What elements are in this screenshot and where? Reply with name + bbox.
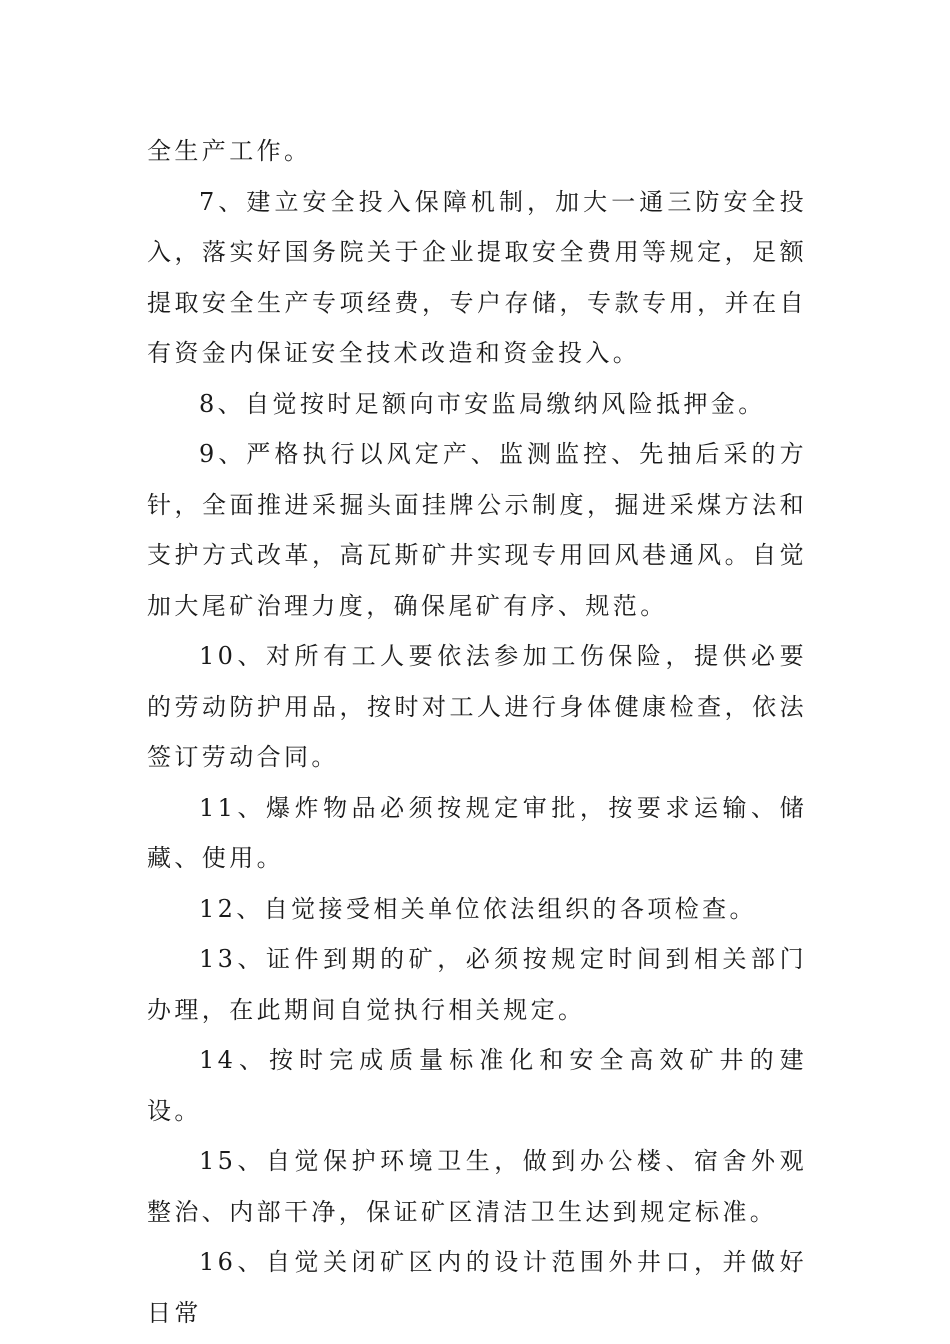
paragraph-10: 15、自觉保护环境卫生，做到办公楼、宿舍外观整治、内部干净，保证矿区清洁卫生达到规定标准。 [147,1147,807,1226]
paragraph-9: 14、按时完成质量标准化和安全高效矿井的建设。 [147,1046,807,1125]
paragraph-1: 全生产工作。 [147,137,312,165]
document-body [147,126,807,1338]
paragraph-11: 16、自觉关闭矿区内的设计范围外井口，并做好日常 [147,1248,807,1327]
paragraph-8: 13、证件到期的矿，必须按规定时间到相关部门办理，在此期间自觉执行相关规定。 [147,945,807,1024]
paragraph-4: 9、严格执行以风定产、监测监控、先抽后采的方针，全面推进采掘头面挂牌公示制度，掘进采煤方法和支护方式改革，高瓦斯矿井实现专用回风巷通风。自觉加大尾矿治理力度，确保尾矿有序、规范。 [147,440,807,620]
paragraph-5: 10、对所有工人要依法参加工伤保险，提供必要的劳动防护用品，按时对工人进行身体健康检查，依法签订劳动合同。 [147,642,807,771]
paragraph-2: 7、建立安全投入保障机制，加大一通三防安全投入，落实好国务院关于企业提取安全费用等规定，足额提取安全生产专项经费，专户存储，专款专用，并在自有资金内保证安全技术改造和资金投入。 [147,187,807,367]
paragraph-3: 8、自觉按时足额向市安监局缴纳风险抵押金。 [199,389,766,418]
paragraph-6: 11、爆炸物品必须按规定审批，按要求运输、储藏、使用。 [147,793,807,872]
paragraph-7: 12、自觉接受相关单位依法组织的各项检查。 [199,894,757,923]
